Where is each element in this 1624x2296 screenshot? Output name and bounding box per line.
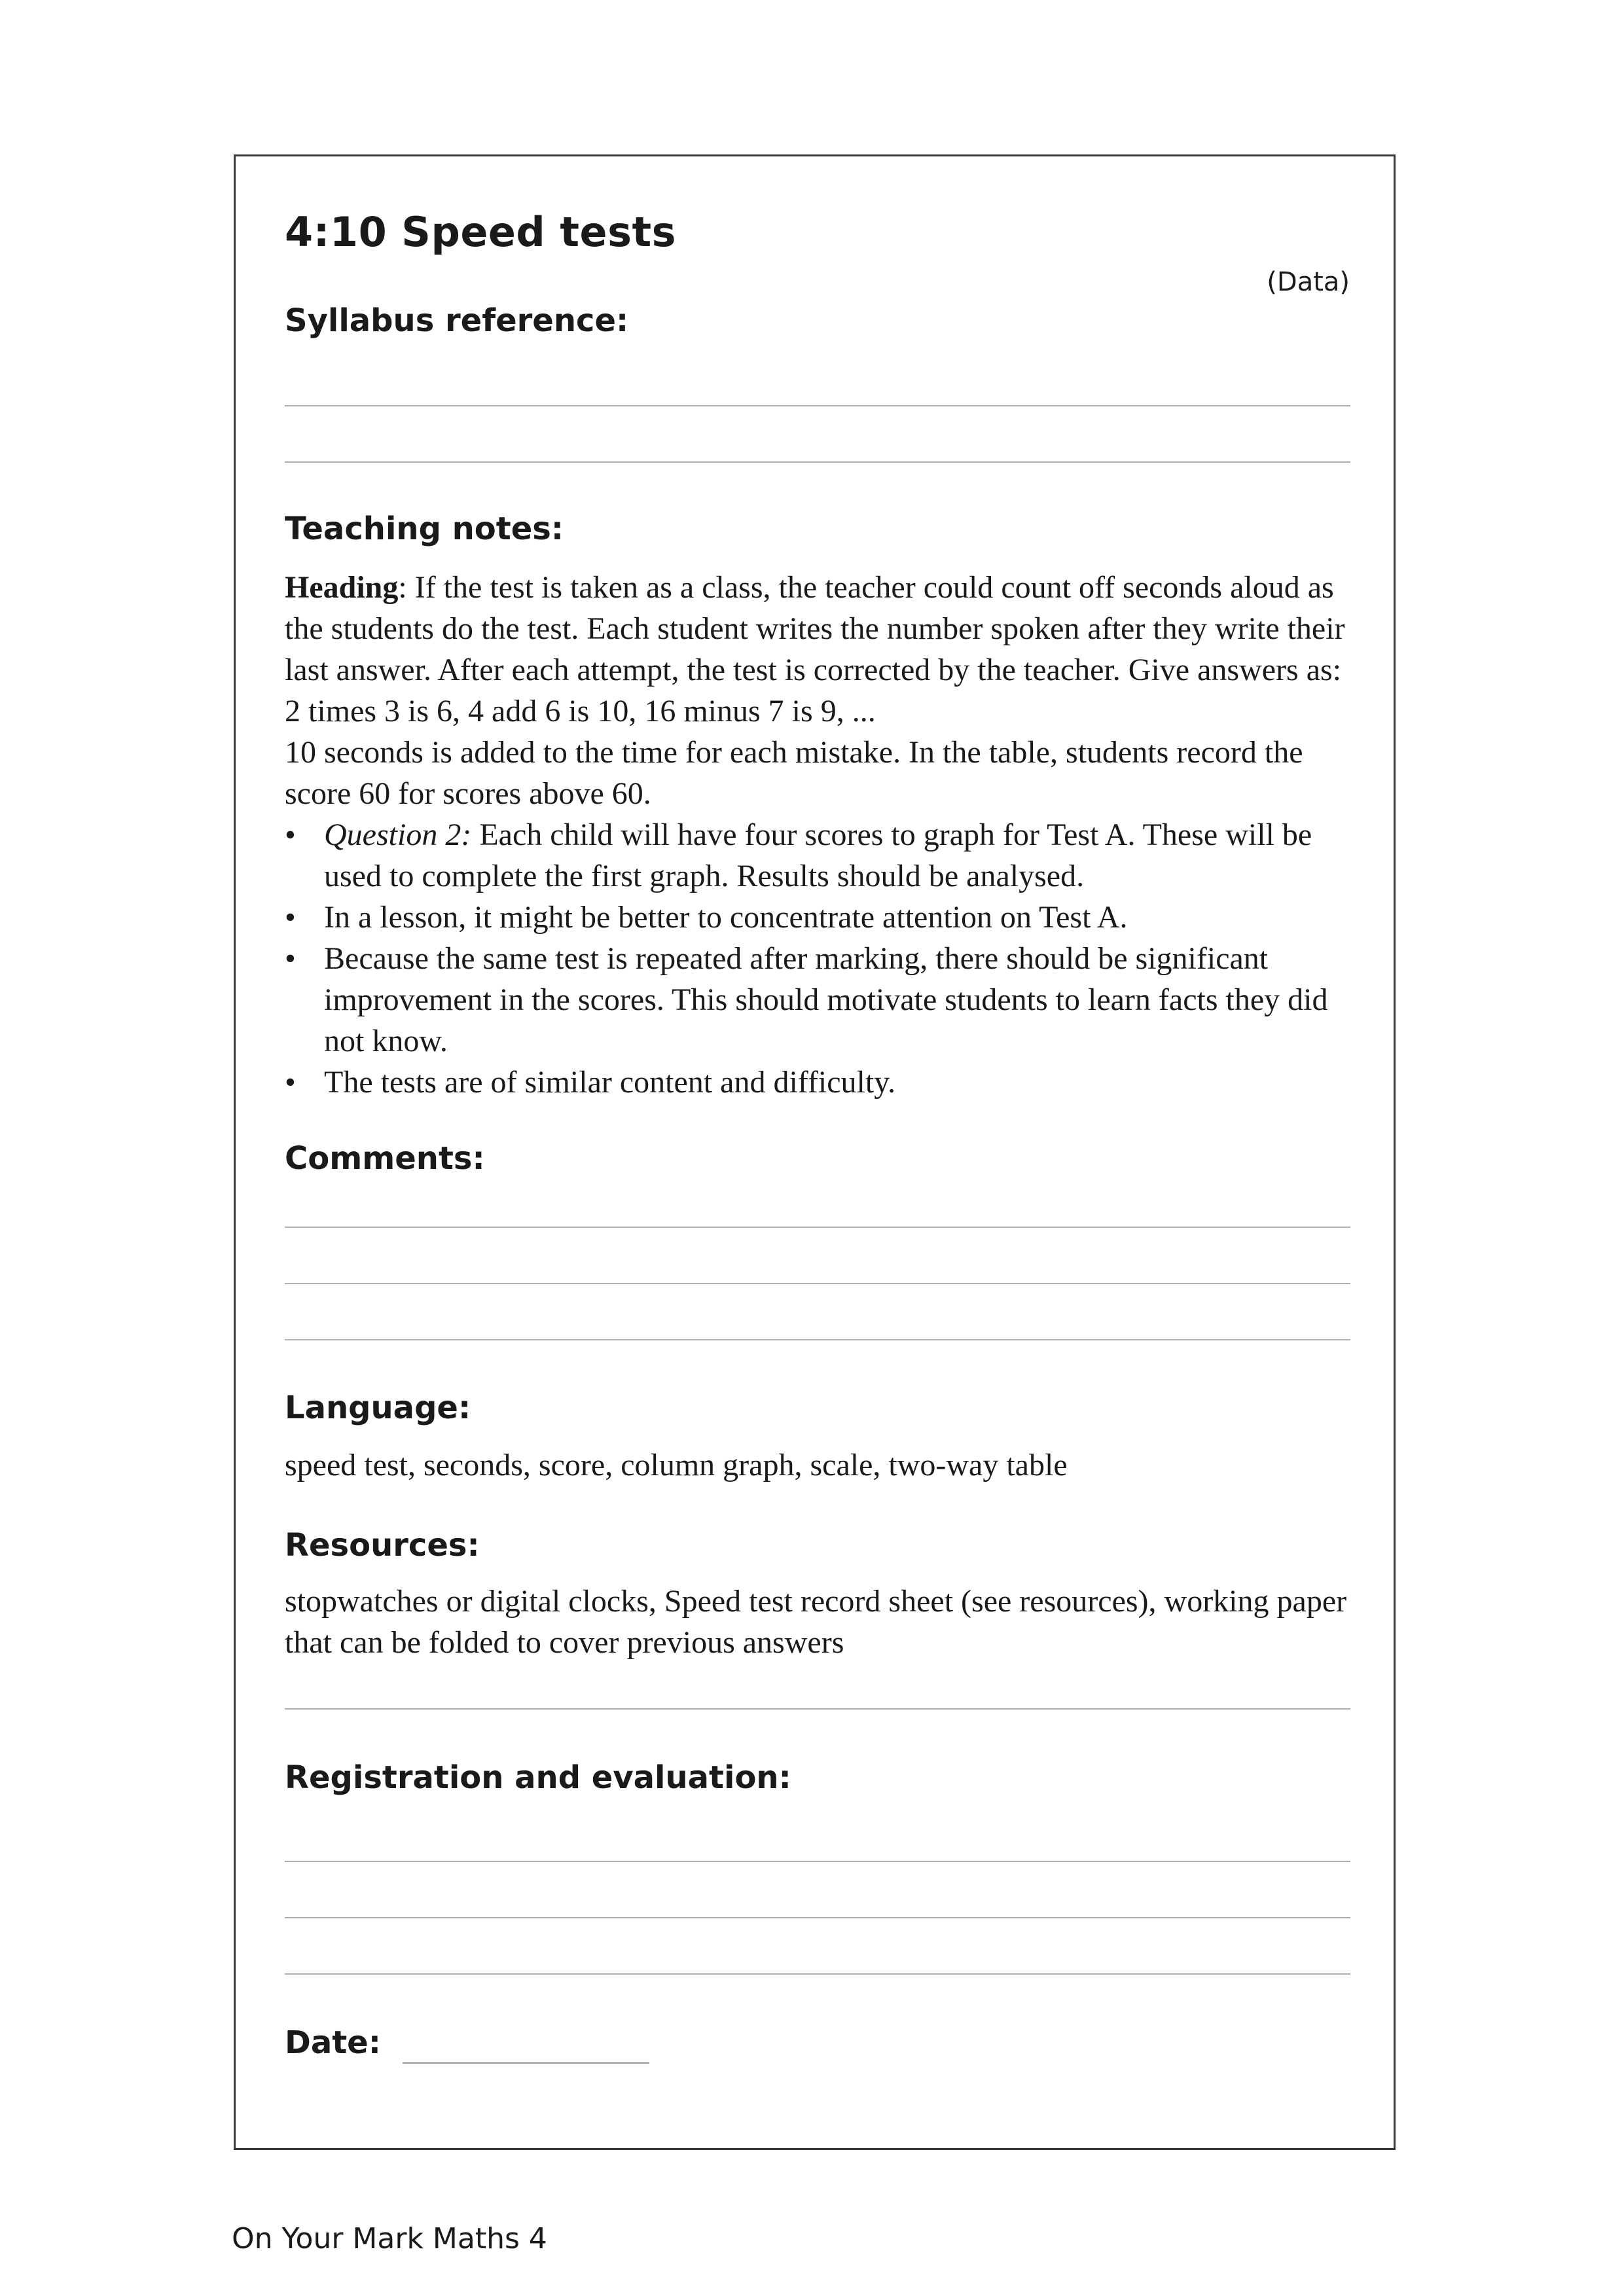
comments-line-3[interactable] xyxy=(285,1339,1350,1340)
bullet-dot: • xyxy=(285,941,296,976)
resources-heading: Resources: xyxy=(285,1527,480,1564)
teaching-bullets xyxy=(285,814,1358,1103)
syllabus-heading: Syllabus reference: xyxy=(285,302,629,339)
registration-line-2[interactable] xyxy=(285,1917,1350,1918)
teaching-intro xyxy=(285,567,1358,732)
registration-heading: Registration and evaluation: xyxy=(285,1759,791,1796)
resources-line[interactable] xyxy=(285,1708,1350,1710)
bullet-dot: • xyxy=(285,1065,296,1100)
teaching-notes-body xyxy=(285,567,1358,1103)
resources-text: stopwatches or digital clocks, Speed test record sheet (see resources), working paper that can be folded to cover previous answers xyxy=(285,1584,1347,1660)
comments-line-1[interactable] xyxy=(285,1227,1350,1228)
bullet-dot: • xyxy=(285,817,296,852)
bullet-text: Each child will have four scores to graph for Test A. These will be used to complete the first graph. Results should be analysed. xyxy=(324,817,1312,893)
page-footer: On Your Mark Maths 4 xyxy=(232,2222,547,2255)
bullet-text: In a lesson, it might be better to concentrate attention on Test A. xyxy=(324,900,1128,935)
language-heading: Language: xyxy=(285,1390,471,1426)
registration-line-3[interactable] xyxy=(285,1973,1350,1975)
teaching-intro-2: 10 seconds is added to the time for each mistake. In the table, students record the score 60 for scores above 60. xyxy=(285,735,1303,811)
strand-tag: (Data) xyxy=(1267,267,1350,297)
bullet-italic: Question 2: xyxy=(324,817,472,852)
date-label: Date: xyxy=(285,2024,381,2061)
comments-heading: Comments: xyxy=(285,1140,485,1177)
language-text: speed test, seconds, score, column graph, scale, two-way table xyxy=(285,1448,1068,1482)
list-item xyxy=(285,814,1358,897)
syllabus-line-2[interactable] xyxy=(285,461,1350,463)
list-item xyxy=(285,1062,1358,1103)
bullet-dot: • xyxy=(285,900,296,935)
comments-line-2[interactable] xyxy=(285,1283,1350,1284)
list-item xyxy=(285,938,1358,1062)
date-field[interactable] xyxy=(403,2062,649,2064)
teaching-notes-heading: Teaching notes: xyxy=(285,511,564,547)
syllabus-line-1[interactable] xyxy=(285,405,1350,406)
intro-text: : If the test is taken as a class, the teacher could count off seconds aloud as the students do the test. Each student writes the number spoken after they write their last answer. After each attempt, the test is corrected by the teacher. Give answers as: 2 times 3 is 6, 4 add 6 is 10, 16 minus 7 is 9, ... xyxy=(285,570,1345,728)
intro-bold-label: Heading xyxy=(285,570,399,605)
registration-line-1[interactable] xyxy=(285,1861,1350,1862)
list-item xyxy=(285,897,1358,938)
bullet-text: The tests are of similar content and difficulty. xyxy=(324,1065,896,1100)
bullet-text: Because the same test is repeated after marking, there should be significant improvement in the scores. This should motivate students to learn facts they did not know. xyxy=(324,941,1328,1058)
page-title: 4:10 Speed tests xyxy=(285,208,677,256)
